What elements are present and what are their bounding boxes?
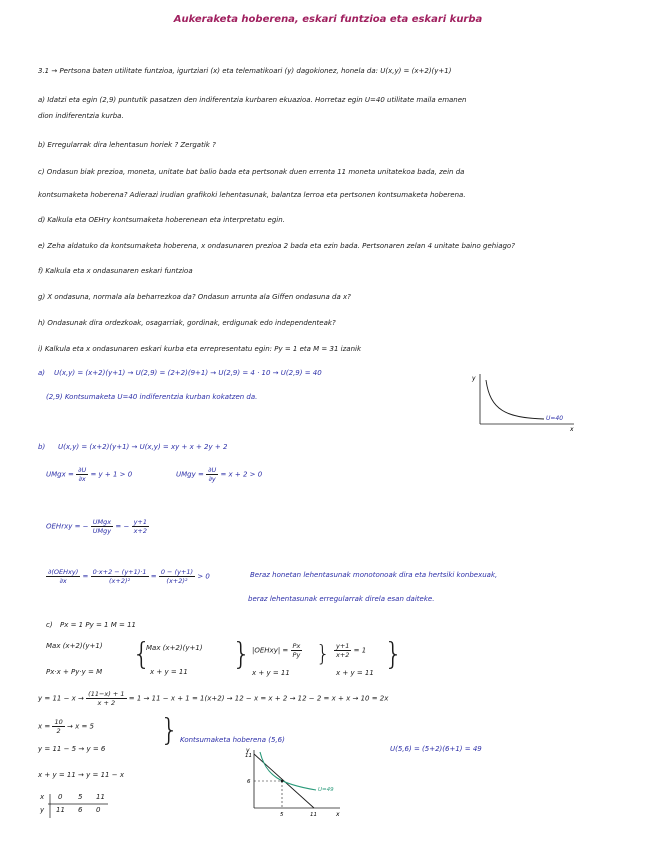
oeh-derivative-expression	[46, 568, 210, 585]
deriv-numerator-3: 0 − (y+1)	[160, 568, 194, 576]
utility-at-optimum: U(5,6) = (5+2)(6+1) = 49	[390, 745, 482, 753]
umgy-expression	[176, 466, 262, 483]
question-a-line1: a) Idatzi eta egin (2,9) puntutik pasatzen den indiferentzia kurbaren ekuazioa. Horretaz egin U=40 utilitate maila emanen	[38, 96, 467, 104]
system-4-denominator: x+2	[336, 651, 350, 659]
umgy-label: UMgy =	[176, 470, 204, 479]
umgx-denominator: ∂x	[78, 475, 86, 483]
answer-a-label: a)	[38, 369, 46, 377]
system-4-numerator: y+1	[336, 642, 350, 650]
oeh-expression	[46, 518, 149, 535]
table-y-2: 0	[96, 806, 101, 814]
table-y-0: 11	[56, 806, 65, 814]
answer-a-text: (2,9) Kontsumaketa U=40 indiferentzia kurban kokatzen da.	[46, 393, 258, 401]
solve-numerator: (11−x) + 1	[88, 690, 125, 698]
table-y-1: 6	[78, 806, 83, 814]
solve-line	[38, 690, 388, 707]
x-solution-label: x =	[38, 722, 51, 731]
page-title: Aukeraketa hoberena, eskari funtzioa eta eskari kurba	[173, 14, 483, 25]
brace-2: }	[232, 637, 252, 672]
optimal-bundle-text: Kontsumaketa hoberena (5,6)	[180, 736, 285, 744]
table-header-y: y	[40, 806, 45, 814]
oeh-equals: = −	[115, 522, 130, 531]
table-x-2: 11	[96, 793, 105, 801]
graph-c-y-label: y	[246, 747, 250, 754]
regularity-text-2: beraz lehentasunak erregularrak direla esan daiteke.	[248, 595, 435, 603]
solve-prefix: y = 11 − x →	[38, 694, 84, 703]
question-c-line1: c) Ondasun biak prezioa, moneta, unitate bat balio bada eta pertsonak duen errenta 11 moneta unitatekoa bada, zein da	[38, 168, 465, 176]
x-solution-denominator: 2	[56, 727, 61, 735]
question-h: h) Ondasunak dira ordezkoak, osagarriak, gordinak, erdigunak edo independenteak?	[38, 319, 336, 327]
brace-3: }	[316, 642, 330, 667]
graph-c-tick-x5: 5	[280, 812, 284, 818]
brace-1: {	[132, 637, 152, 672]
oeh-fraction-2	[132, 518, 149, 535]
brace-5: }	[160, 713, 180, 748]
umgy-denominator: ∂y	[208, 475, 216, 483]
oeh-denominator-1: UMgy	[92, 527, 112, 535]
question-f: f) Kalkula eta x ondasunaren eskari funtzioa	[38, 267, 193, 275]
oeh-numerator-2: y+1	[133, 518, 147, 526]
question-b: b) Erregularrak dira lehentasun horiek ? Zergatik ?	[38, 141, 216, 149]
deriv-fraction-3	[159, 568, 195, 585]
system-3-denominator: Py	[292, 651, 301, 659]
umgx-result: = y + 1 > 0	[90, 470, 133, 479]
question-i: i) Kalkula eta x ondasunaren eskari kurba eta errepresentatu egin: Py = 1 eta M = 31 izanik	[38, 345, 362, 353]
deriv-denominator-1: ∂x	[59, 577, 67, 585]
table-x-1: 5	[78, 793, 83, 801]
deriv-fraction-2	[91, 568, 149, 585]
system-4-fraction	[334, 642, 351, 659]
umgy-fraction	[206, 466, 218, 483]
umgy-result: = x + 2 > 0	[220, 470, 263, 479]
answer-b-equation: U(x,y) = (x+2)(y+1) → U(x,y) = xy + x + 2y + 2	[58, 443, 228, 451]
deriv-numerator-2: 0·x+2 − (y+1)·1	[92, 568, 147, 576]
answer-b-label: b)	[38, 443, 46, 451]
umgy-numerator: ∂U	[208, 466, 217, 474]
solve-fraction	[86, 690, 126, 707]
system-3-tangency	[252, 642, 302, 659]
deriv-denominator-2: (x+2)²	[109, 577, 131, 585]
oeh-label: OEHrxy = −	[46, 522, 89, 531]
umgx-expression	[46, 466, 132, 483]
regularity-text-1: Beraz honetan lehentasunak monotonoak dira eta hertsiki konbexuak,	[250, 571, 498, 579]
system-1-objective: Max (x+2)(y+1)	[46, 642, 103, 650]
graph-a-curve-label: U=40	[546, 415, 564, 422]
graph-c-tick-y6: 6	[247, 779, 251, 785]
budget-line-equation: x + y = 11 → y = 11 − x	[38, 771, 124, 779]
oeh-fraction-1	[91, 518, 113, 535]
deriv-denominator-3: (x+2)²	[166, 577, 188, 585]
oeh-denominator-2: x+2	[133, 527, 147, 535]
indifference-curve-graph-a	[466, 370, 586, 432]
deriv-equals-2: =	[150, 572, 157, 581]
graph-a-x-label: x	[570, 426, 574, 432]
graph-c-tick-y11: 11	[245, 753, 252, 759]
answer-c-prices: Px = 1 Py = 1 M = 11	[60, 621, 136, 629]
deriv-equals-1: =	[82, 572, 89, 581]
x-solution	[38, 718, 94, 735]
system-3-fraction	[291, 642, 303, 659]
system-2-constraint: x + y = 11	[150, 668, 188, 676]
question-e: e) Zeha aldatuko da kontsumaketa hoberena, x ondasunaren prezioa 2 bada eta ezin bada. Pertsonaren zelan 4 unitate baino gehiago?	[38, 242, 515, 250]
question-a-line2: dion indiferentzia kurba.	[38, 112, 124, 120]
optimum-graph-c	[236, 746, 346, 822]
graph-a-y-label: y	[472, 375, 476, 382]
x-solution-fraction	[52, 718, 64, 735]
graph-c-tick-x11: 11	[310, 812, 317, 818]
deriv-numerator-1: ∂(OEHxy)	[48, 568, 79, 576]
system-3-numerator: Px	[292, 642, 301, 650]
problem-intro: 3.1 → Pertsona baten utilitate funtzioa, igurtziari (x) eta telematikoari (y) dagokionez, honela da: U(x,y) = (x+2)(y+1)	[38, 67, 452, 75]
graph-c-x-label: x	[336, 811, 340, 818]
question-d: d) Kalkula eta OEHry kontsumaketa hoberenean eta interpretatu egin.	[38, 216, 285, 224]
system-4-constraint: x + y = 11	[336, 669, 374, 677]
system-1-constraint: Px·x + Py·y = M	[46, 668, 103, 676]
answer-c-label: c)	[46, 621, 53, 629]
y-solution: y = 11 − 5 → y = 6	[38, 745, 106, 753]
system-2-objective: Max (x+2)(y+1)	[146, 644, 203, 652]
graph-c-curve-label: U=49	[318, 787, 334, 793]
oeh-numerator-1: UMgx	[92, 518, 112, 526]
x-solution-result: → x = 5	[66, 722, 94, 731]
table-header-x: x	[40, 793, 45, 801]
x-solution-numerator: 10	[54, 718, 63, 726]
system-3-constraint: x + y = 11	[252, 669, 290, 677]
deriv-fraction-1	[46, 568, 80, 585]
system-3-oeh: |OEHxy| =	[252, 646, 289, 655]
deriv-result: > 0	[197, 572, 210, 581]
answer-a-equation: U(x,y) = (x+2)(y+1) → U(2,9) = (2+2)(9+1) → U(2,9) = 4 · 10 → U(2,9) = 40	[54, 369, 322, 377]
question-c-line2: kontsumaketa hoberena? Adierazi irudian grafikoki lehentasunak, balantza lerroa eta pertsonen kontsumaketa hoberena.	[38, 191, 466, 199]
umgx-numerator: ∂U	[78, 466, 87, 474]
brace-4: }	[384, 637, 404, 672]
umgx-fraction	[76, 466, 88, 483]
umgx-label: UMgx =	[46, 470, 74, 479]
question-g: g) X ondasuna, normala ala beharrezkoa da? Ondasun arrunta ala Giffen ondasuna da x?	[38, 293, 351, 301]
solve-denominator: x + 2	[97, 699, 116, 707]
table-x-0: 0	[58, 793, 63, 801]
system-4-tangency	[334, 642, 366, 659]
solve-result: = 1 → 11 − x + 1 = 1(x+2) → 12 − x = x + 2 → 12 − 2 = x + x → 10 = 2x	[128, 694, 389, 703]
system-4-result: = 1	[353, 646, 367, 655]
